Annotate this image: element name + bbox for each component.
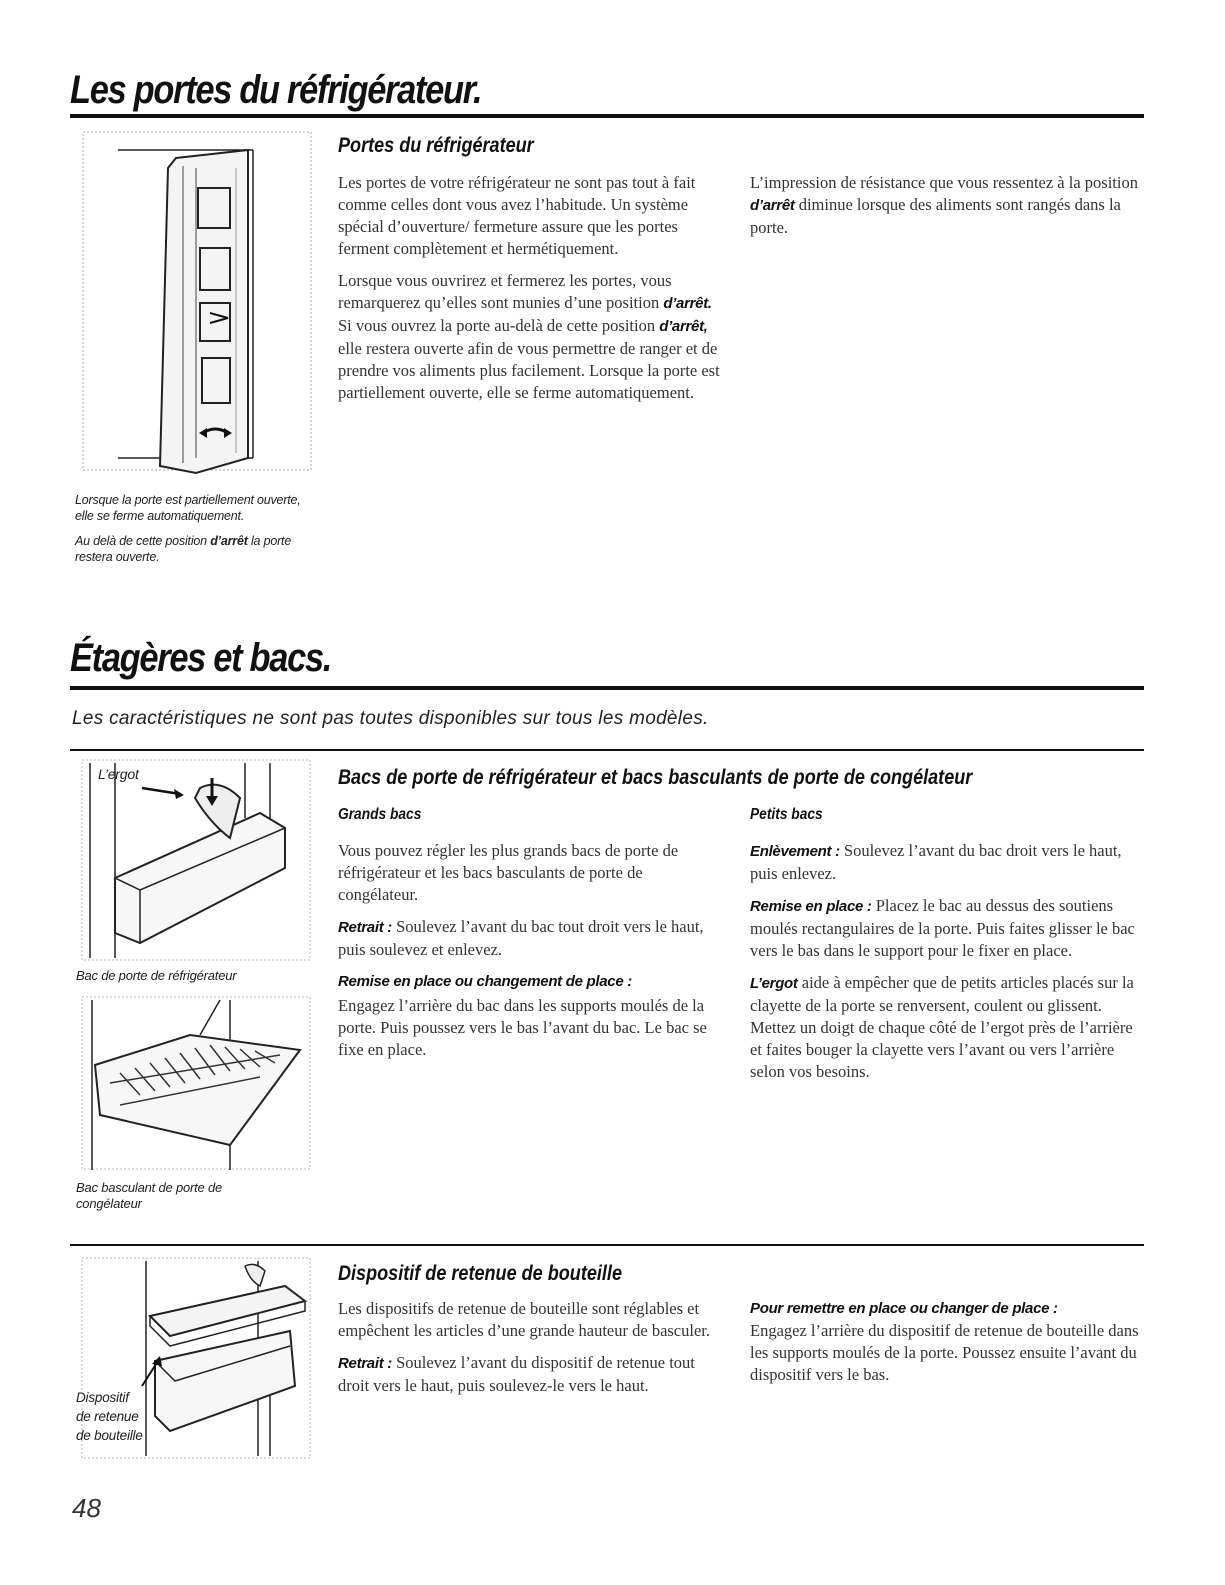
door-bin-illustration xyxy=(80,758,312,963)
bottle-left-body xyxy=(338,1298,723,1407)
bins-remise-label: Remise en place ou changement de place : xyxy=(338,973,632,990)
door-caption-2: Au delà de cette position d’arrêt la porte restera ouverte. xyxy=(75,534,292,564)
freezer-bin-caption: Bac basculant de porte de congélateur xyxy=(76,1180,223,1211)
doors-body-left xyxy=(338,172,728,414)
bins-heading: Bacs de porte de réfrigérateur et bacs basculants de porte de congélateur xyxy=(338,766,973,789)
title-rule-2 xyxy=(70,686,1144,690)
small-bins-remise: Remise en place : Placez le bac au dessus des soutiens moulés rectangulaires de la porte. Puis faites glisser le bac vers le bas dans le support pour le fixer en place. xyxy=(750,896,1135,960)
door-illustration xyxy=(78,128,318,473)
bottle-right-heading: Pour remettre en place ou changer de place : xyxy=(750,1300,1058,1317)
doors-para-1: Les portes de votre réfrigérateur ne sont pas tout à fait comme celles dont vous avez l’habitude. Un système spécial d’ouverture/ fermeture assure que les portes ferment complètement et hermétiquement. xyxy=(338,173,696,258)
section-title-shelves: Étagères et bacs. xyxy=(70,636,332,680)
subsection-rule-2 xyxy=(70,1244,1144,1246)
small-bins-enlevement: Enlèvement : Soulevez l’avant du bac droit vers le haut, puis enlevez. xyxy=(750,841,1122,883)
large-bins-heading: Grands bacs xyxy=(338,806,422,823)
small-bins-heading: Petits bacs xyxy=(750,806,823,823)
bins-retrait: Retrait : Soulevez l’avant du bac tout droit vers le haut, puis soulevez et enlevez. xyxy=(338,917,704,959)
doors-heading: Portes du réfrigérateur xyxy=(338,134,534,157)
bins-left-body xyxy=(338,840,723,1071)
bottle-heading: Dispositif de retenue de bouteille xyxy=(338,1262,622,1285)
doors-para-3: L’impression de résistance que vous ressentez à la position d’arrêt diminue lorsque des aliments sont rangés dans la porte. xyxy=(750,173,1138,237)
freezer-bin-illustration xyxy=(80,995,312,1173)
subsection-rule-1 xyxy=(70,749,1144,751)
doors-para-2: Lorsque vous ouvrirez et fermerez les portes, vous remarquerez qu’elles sont munies d’une position d’arrêt. Si vous ouvrez la porte au-delà de cette position d’arrêt, elle restera ouverte afin de vous permettre de ranger et de prendre vos aliments plus facilement. Lorsque la porte est partiellement ouverte, elle se ferme automatiquement. xyxy=(338,271,720,402)
bins-remise-text: Engagez l’arrière du bac dans les supports moulés de la porte. Puis poussez vers le bas l’avant du bac. Le bac se fixe en place. xyxy=(338,996,707,1059)
ergot-callout: L’ergot xyxy=(98,766,139,782)
page-number: 48 xyxy=(72,1493,101,1523)
door-caption-1: Lorsque la porte est partiellement ouverte, elle se ferme automatiquement. xyxy=(75,493,301,523)
section-title-doors: Les portes du réfrigérateur. xyxy=(70,68,482,112)
door-bin-caption: Bac de porte de réfrigérateur xyxy=(76,968,237,983)
bottle-right-text: Engagez l’arrière du dispositif de retenue de bouteille dans les supports moulés de la porte. Poussez ensuite l’avant du dispositif vers le bas. xyxy=(750,1321,1139,1384)
title-rule xyxy=(70,114,1144,118)
small-bins-ergot: L’ergot aide à empêcher que de petits articles placés sur la clayette de la porte se renversent, coulent ou glissent. Mettez un doigt de chaque côté de l’ergot près de l’arrière et faites bouger la clayette vers l’avant ou vers l’arrière selon vos besoins. xyxy=(750,973,1134,1081)
bins-right-body xyxy=(750,840,1145,1093)
bottle-callout: Dispositif de retenue de bouteille xyxy=(76,1390,143,1443)
large-bins-para: Vous pouvez régler les plus grands bacs de porte de réfrigérateur et les bacs basculants de porte de congélateur. xyxy=(338,841,679,904)
bottle-para: Les dispositifs de retenue de bouteille sont réglables et empêchent les articles d’une grande hauteur de basculer. xyxy=(338,1299,710,1340)
bottle-retrait: Retrait : Soulevez l’avant du dispositif de retenue tout droit vers le haut, puis soulevez-le vers le haut. xyxy=(338,1353,695,1395)
section-subtitle: Les caractéristiques ne sont pas toutes disponibles sur tous les modèles. xyxy=(72,708,709,729)
